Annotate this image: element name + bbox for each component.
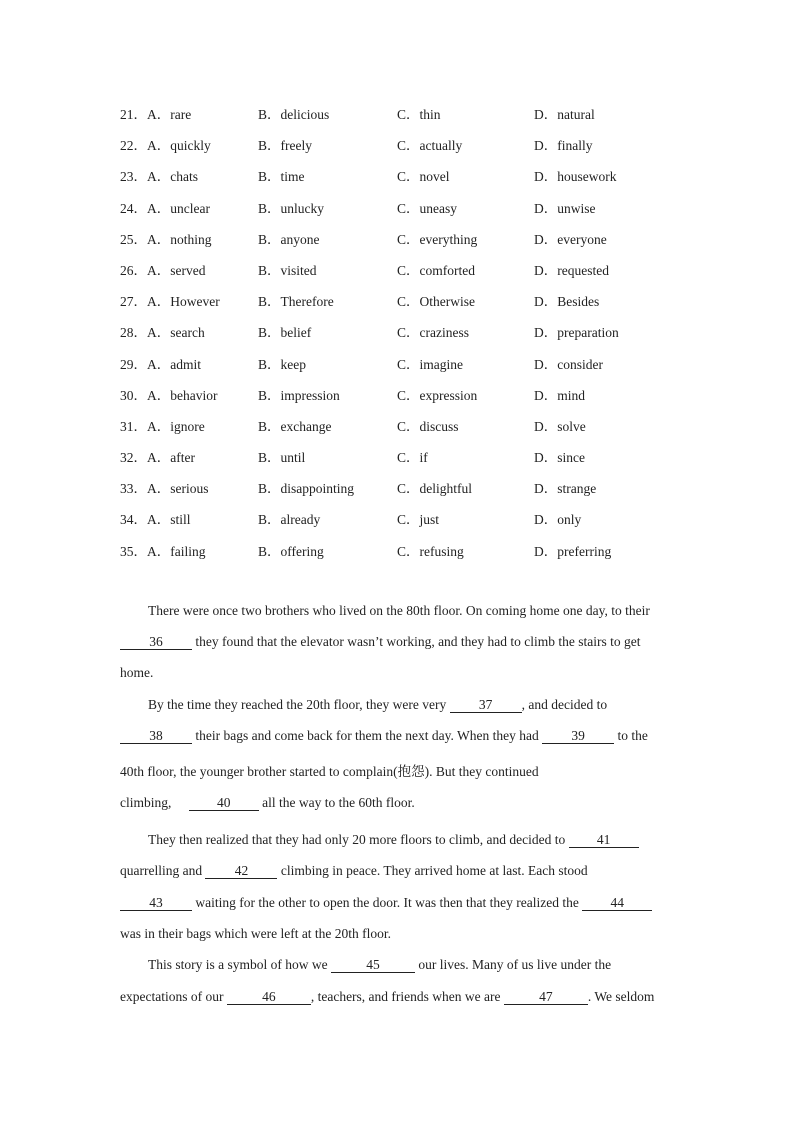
option-a-label: A．admit [147,356,201,372]
option-b[interactable]: B．anyone [258,231,320,247]
blank-37[interactable]: 37 [450,698,522,713]
option-d[interactable]: D．housework [534,169,617,185]
blank-36[interactable]: 36 [120,635,192,650]
question-number: 32． [120,450,147,466]
blank-45[interactable]: 45 [331,958,415,973]
option-a[interactable] [120,446,195,466]
question-row [120,384,680,415]
option-b[interactable]: B．until [258,450,306,466]
question-number: 30． [120,387,147,403]
option-a[interactable] [120,103,191,123]
question-number: 24． [120,200,147,216]
blank-41[interactable]: 41 [569,833,639,848]
option-b[interactable]: B．belief [258,325,312,341]
option-b[interactable]: B．offering [258,543,324,559]
option-b[interactable]: B．delicious [258,107,330,122]
option-b[interactable]: B．impression [258,387,340,403]
option-a-label: A．However [147,294,220,310]
option-a[interactable] [120,259,205,279]
option-a[interactable] [120,540,206,560]
question-row [120,353,680,384]
question-number: 26． [120,262,147,278]
question-number: 35． [120,543,147,559]
option-b[interactable]: B．visited [258,262,317,278]
option-a[interactable] [120,321,205,341]
question-number: 29． [120,356,147,372]
passage-line: was in their bags which were left at the 20th floor. [120,926,392,941]
option-a-label: A．unclear [147,200,210,216]
option-a[interactable] [120,134,211,154]
option-c[interactable]: C．novel [397,169,450,185]
passage-line: quarrelling and 42 climbing in peace. They arrived home at last. Each stood [120,863,588,878]
option-c[interactable]: C．expression [397,387,478,403]
blank-44[interactable]: 44 [582,896,652,911]
option-b[interactable]: B．exchange [258,418,332,434]
question-number: 27． [120,294,147,310]
option-c[interactable]: C．discuss [397,418,459,434]
passage-line: 36 they found that the elevator wasn’t working, and they had to climb the stairs to get [120,634,641,650]
passage-line: This story is a symbol of how we 45 our lives. Many of us live under the [148,957,612,972]
question-row [120,321,680,352]
option-d[interactable]: D．preparation [534,325,619,341]
blank-38[interactable]: 38 [120,729,192,744]
question-row [120,415,680,446]
option-b[interactable]: B．Therefore [258,294,334,310]
option-b[interactable]: B．already [258,512,321,528]
option-a-label: A．served [147,262,206,278]
option-d[interactable]: D．requested [534,262,609,278]
question-row [120,197,680,228]
option-a[interactable] [120,165,198,185]
question-number: 22． [120,138,147,154]
option-b[interactable]: B．keep [258,356,306,372]
question-number: 28． [120,325,147,341]
option-d[interactable]: D．finally [534,138,593,154]
passage-line: They then realized that they had only 20 more floors to climb, and decided to 41 [148,832,639,848]
option-a-label: A．after [147,450,195,466]
option-d[interactable]: D．since [534,450,585,466]
option-c[interactable]: C．comforted [397,262,475,278]
option-d[interactable]: D．solve [534,418,586,434]
question-row [120,228,680,259]
option-d[interactable]: D．natural [534,107,595,122]
question-number: 25． [120,231,147,247]
option-a[interactable] [120,477,209,497]
blank-39[interactable]: 39 [542,729,614,744]
blank-42[interactable]: 42 [205,864,277,879]
option-b[interactable]: B．freely [258,138,312,154]
passage-line: climbing, 40 all the way to the 60th floor. [120,795,415,810]
option-d[interactable]: D．everyone [534,231,607,247]
question-number: 33． [120,481,147,497]
option-d[interactable]: D．only [534,512,582,528]
option-a-label: A．failing [147,543,206,559]
option-c[interactable]: C．Otherwise [397,294,475,310]
question-row [120,103,680,134]
question-row [120,259,680,290]
option-a-label: A．quickly [147,138,211,154]
option-c[interactable]: C．actually [397,138,463,154]
question-row [120,540,680,571]
option-a[interactable] [120,508,191,528]
option-d[interactable]: D．preferring [534,543,612,559]
option-c[interactable]: C．everything [397,231,478,247]
question-number: 21． [120,107,147,122]
passage-line: expectations of our 46 , teachers, and friends when we are 47 . We seldom [120,989,655,1004]
blank-47[interactable]: 47 [504,990,588,1005]
option-d[interactable]: D．Besides [534,294,600,310]
passage-line: There were once two brothers who lived on the 80th floor. On coming home one day, to their [148,603,650,618]
option-c[interactable]: C．just [397,512,440,528]
option-a[interactable] [120,197,210,217]
blank-40[interactable]: 40 [189,796,259,811]
option-a-label: A．still [147,512,191,528]
option-d[interactable]: D．mind [534,387,586,403]
option-b[interactable]: B．time [258,169,305,185]
question-row [120,290,680,321]
option-a[interactable] [120,290,220,310]
option-a[interactable] [120,384,217,404]
option-a[interactable] [120,228,212,248]
question-row [120,508,680,539]
question-number: 23． [120,169,147,185]
passage-line: By the time they reached the 20th floor, they were very 37 , and decided to [148,697,608,712]
option-c[interactable]: C．delightful [397,481,472,497]
option-a[interactable] [120,415,205,435]
passage-line: 40th floor, the younger brother started to complain(抱怨). But they continued [120,764,539,779]
question-row [120,165,680,196]
blank-46[interactable]: 46 [227,990,311,1005]
option-c[interactable]: C．refusing [397,543,464,559]
question-row [120,446,680,477]
option-a-label: A．ignore [147,418,205,434]
passage-line: 38 their bags and come back for them the next day. When they had 39 to the [120,728,648,744]
option-c[interactable]: C．imagine [397,356,463,372]
option-b[interactable]: B．disappointing [258,481,355,497]
option-a-label: A．serious [147,481,209,497]
option-a-label: A．search [147,325,205,341]
option-a-label: A．rare [147,107,192,122]
option-d[interactable]: D．strange [534,481,597,497]
option-c[interactable]: C．uneasy [397,200,457,216]
blank-43[interactable]: 43 [120,896,192,911]
question-row [120,134,680,165]
question-number: 34． [120,512,147,528]
option-c[interactable]: C．thin [397,107,441,122]
option-b[interactable]: B．unlucky [258,200,324,216]
question-number: 31． [120,418,147,434]
option-d[interactable]: D．consider [534,356,603,372]
option-a-label: A．nothing [147,231,212,247]
question-row [120,477,680,508]
options-list [120,103,680,571]
option-c[interactable]: C．if [397,450,428,466]
option-a-label: A．behavior [147,387,218,403]
passage-line: 43 waiting for the other to open the door. It was then that they realized the 44 [120,895,652,911]
passage-line: home. [120,665,154,680]
option-d[interactable]: D．unwise [534,200,596,216]
option-a[interactable] [120,353,201,373]
option-a-label: A．chats [147,169,198,185]
option-c[interactable]: C．craziness [397,325,469,341]
